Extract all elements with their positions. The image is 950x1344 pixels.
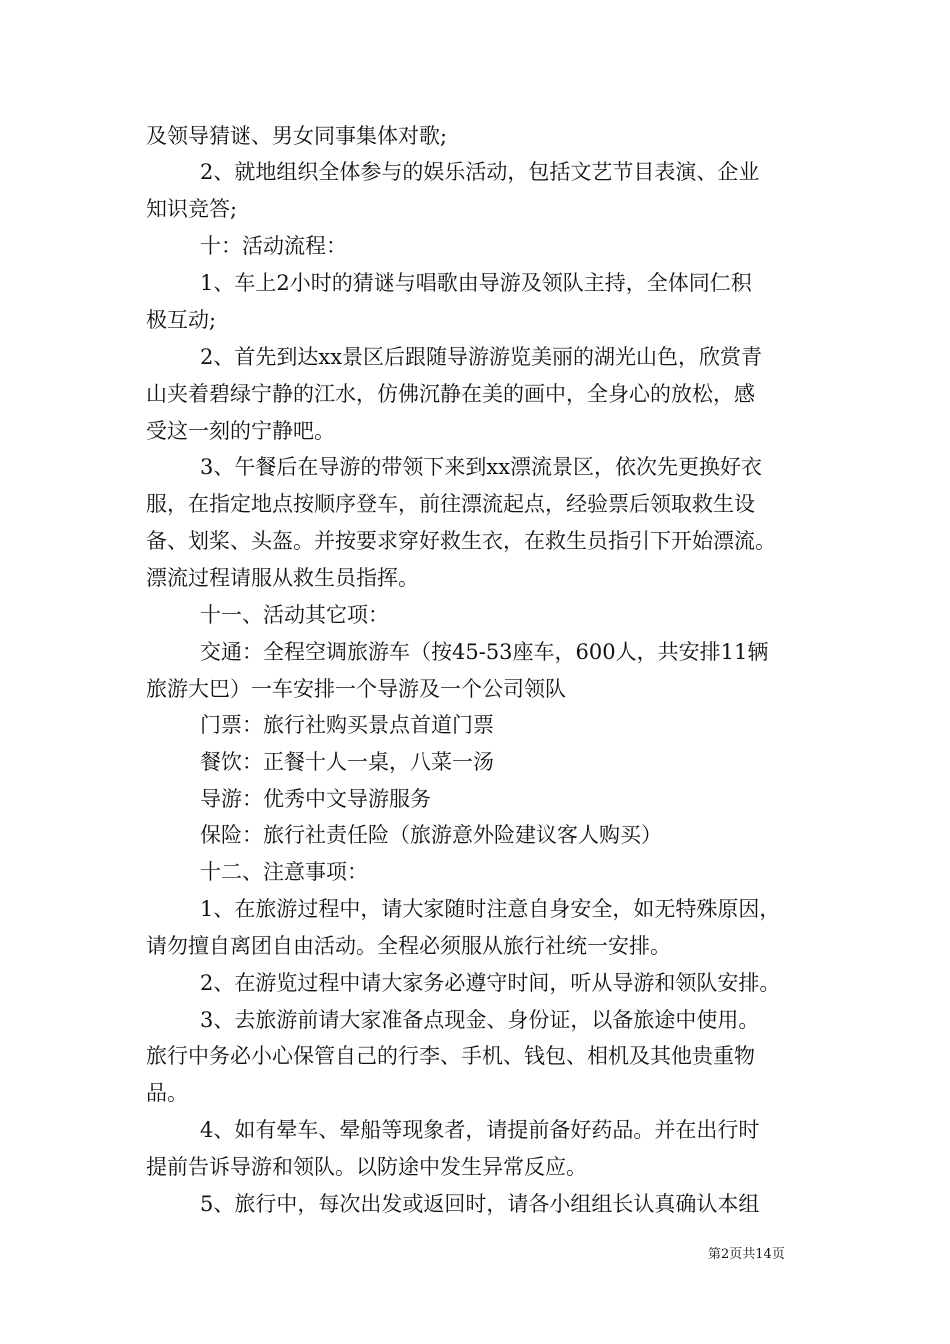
text-line: 请勿擅自离团自由活动。全程必须服从旅行社统一安排。 xyxy=(146,934,671,958)
text-line: 2、首先到达xx景区后跟随导游游览美丽的湖光山色，欣赏青 xyxy=(200,345,763,369)
text-line: 山夹着碧绿宁静的江水，仿佛沉静在美的画中，全身心的放松，感 xyxy=(146,382,755,406)
text-line: 门票：旅行社购买景点首道门票 xyxy=(200,713,494,737)
section-heading: 十一、活动其它项： xyxy=(200,603,389,627)
page-number: 第2页共14页 xyxy=(708,1247,785,1262)
text-line: 2、在游览过程中请大家务必遵守时间，听从导游和领队安排。 xyxy=(200,971,781,995)
text-line: 旅行中务必小心保管自己的行李、手机、钱包、相机及其他贵重物 xyxy=(146,1044,755,1068)
text-line: 漂流过程请服从救生员指挥。 xyxy=(146,566,419,590)
text-line: 交通：全程空调旅游车（按45-53座车，600人，共安排11辆 xyxy=(200,640,769,664)
section-heading: 十二、注意事项： xyxy=(200,860,368,884)
text-line: 备、划桨、头盔。并按要求穿好救生衣，在救生员指引下开始漂流。 xyxy=(146,529,776,553)
text-line: 4、如有晕车、晕船等现象者，请提前备好药品。并在出行时 xyxy=(200,1118,760,1142)
text-line: 3、午餐后在导游的带领下来到xx漂流景区，依次先更换好衣 xyxy=(200,455,763,479)
text-line: 餐饮：正餐十人一桌，八菜一汤 xyxy=(200,750,494,774)
text-line: 受这一刻的宁静吧。 xyxy=(146,419,335,443)
text-line: 5、旅行中，每次出发或返回时，请各小组组长认真确认本组 xyxy=(200,1192,760,1216)
text-line: 知识竞答; xyxy=(146,197,238,221)
text-line: 1、在旅游过程中，请大家随时注意自身安全，如无特殊原因， xyxy=(200,897,781,921)
section-heading: 十：活动流程： xyxy=(200,234,347,258)
text-line: 保险：旅行社责任险（旅游意外险建议客人购买） xyxy=(200,823,662,847)
text-line: 旅游大巴）一车安排一个导游及一个公司领队 xyxy=(146,677,566,701)
text-line: 1、车上2小时的猜谜与唱歌由导游及领队主持，全体同仁积 xyxy=(200,271,752,295)
text-line: 服，在指定地点按顺序登车，前往漂流起点，经验票后领取救生设 xyxy=(146,492,755,516)
text-line: 导游：优秀中文导游服务 xyxy=(200,787,431,811)
text-line: 极互动; xyxy=(146,308,217,332)
text-line: 及领导猜谜、男女同事集体对歌; xyxy=(146,124,448,148)
text-line: 3、去旅游前请大家准备点现金、身份证，以备旅途中使用。 xyxy=(200,1008,760,1032)
text-line: 提前告诉导游和领队。以防途中发生异常反应。 xyxy=(146,1155,587,1179)
text-line: 2、就地组织全体参与的娱乐活动，包括文艺节目表演、企业 xyxy=(200,160,760,184)
text-line: 品。 xyxy=(146,1081,188,1105)
